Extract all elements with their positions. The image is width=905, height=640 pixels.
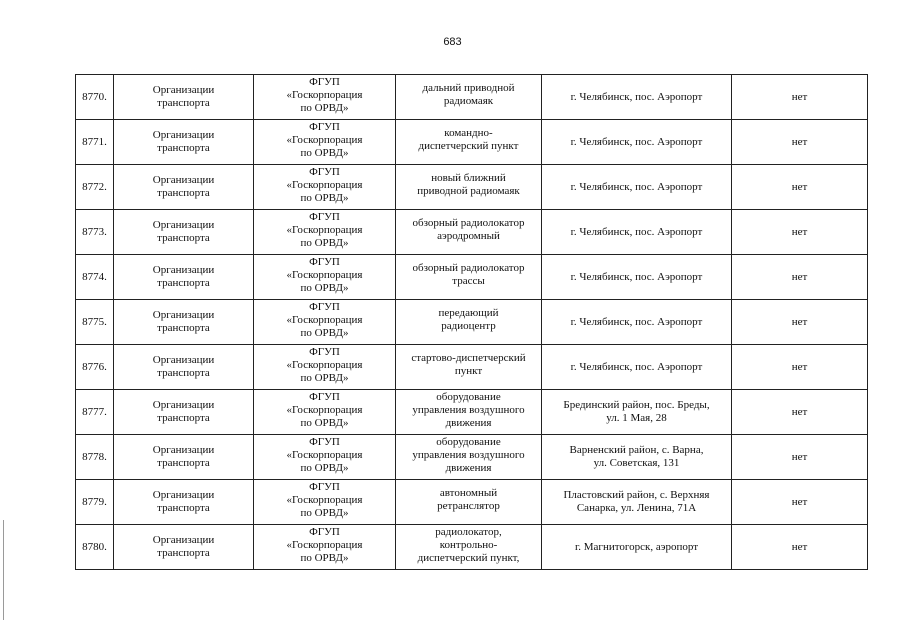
table-row	[76, 390, 868, 435]
owner-line: «Госкорпорация	[286, 178, 363, 191]
owner-line: ФГУП	[309, 345, 340, 358]
table-row	[76, 75, 868, 120]
owner-line: по ОРВД»	[300, 461, 349, 474]
location-line: Брединский район, пос. Бреды,	[563, 399, 710, 411]
category-cell	[114, 255, 254, 300]
row-number: 8773.	[82, 225, 107, 238]
owner-cell	[254, 210, 396, 255]
owner-line: «Госкорпорация	[286, 88, 363, 101]
owner-line: по ОРВД»	[300, 551, 349, 564]
owner-line: по ОРВД»	[300, 416, 349, 429]
location-line: Варненский район, с. Варна,	[569, 444, 704, 456]
owner-line: по ОРВД»	[300, 191, 349, 204]
owner-cell	[254, 525, 396, 570]
status-text: нет	[791, 405, 808, 418]
owner-cell	[254, 480, 396, 525]
row-number: 8780.	[82, 540, 107, 553]
category-cell	[114, 210, 254, 255]
owner-line: по ОРВД»	[300, 506, 349, 519]
row-number	[76, 435, 114, 480]
status-cell	[732, 345, 868, 390]
location-cell	[542, 210, 732, 255]
object-line: передающий	[438, 307, 499, 319]
category-cell	[114, 345, 254, 390]
row-number	[76, 255, 114, 300]
category-line: транспорта	[157, 367, 210, 379]
object-line: автономный	[439, 487, 498, 499]
object-line: ретранслятор	[437, 500, 500, 512]
owner-cell	[254, 120, 396, 165]
table-row	[76, 480, 868, 525]
object-line: командно-	[444, 127, 493, 139]
location-line: Пластовский район, с. Верхняя	[563, 489, 710, 501]
category-line: Организации	[152, 129, 215, 141]
status-text: нет	[791, 180, 808, 193]
status-text: нет	[791, 135, 808, 148]
location-line: г. Челябинск, пос. Аэропорт	[570, 90, 703, 103]
owner-cell	[254, 255, 396, 300]
row-number	[76, 165, 114, 210]
category-line: Организации	[152, 444, 215, 456]
status-cell	[732, 435, 868, 480]
table-row	[76, 525, 868, 570]
status-text: нет	[791, 360, 808, 373]
object-cell	[396, 120, 542, 165]
category-cell	[114, 435, 254, 480]
table-row	[76, 255, 868, 300]
location-cell	[542, 120, 732, 165]
status-text: нет	[791, 540, 808, 553]
category-line: Организации	[152, 264, 215, 276]
status-cell	[732, 390, 868, 435]
owner-line: «Госкорпорация	[286, 358, 363, 371]
object-cell	[396, 390, 542, 435]
object-cell	[396, 435, 542, 480]
category-cell	[114, 300, 254, 345]
status-text: нет	[791, 270, 808, 283]
category-cell	[114, 120, 254, 165]
object-line: оборудование	[436, 390, 501, 403]
owner-line: по ОРВД»	[300, 236, 349, 249]
location-cell	[542, 480, 732, 525]
category-line: транспорта	[157, 412, 210, 424]
object-line: движения	[445, 461, 492, 474]
status-cell	[732, 525, 868, 570]
owner-line: «Госкорпорация	[286, 538, 363, 551]
owner-cell	[254, 390, 396, 435]
owner-line: ФГУП	[309, 165, 340, 178]
owner-cell	[254, 75, 396, 120]
owner-line: ФГУП	[309, 210, 340, 223]
owner-line: ФГУП	[309, 525, 340, 538]
table-row	[76, 120, 868, 165]
location-cell	[542, 75, 732, 120]
category-line: транспорта	[157, 457, 210, 469]
object-cell	[396, 255, 542, 300]
table-row	[76, 210, 868, 255]
category-cell	[114, 165, 254, 210]
row-number: 8775.	[82, 315, 107, 328]
category-line: Организации	[152, 84, 215, 96]
row-number	[76, 390, 114, 435]
row-number	[76, 120, 114, 165]
row-number: 8772.	[82, 180, 107, 193]
category-line: Организации	[152, 309, 215, 321]
category-cell	[114, 525, 254, 570]
category-line: транспорта	[157, 277, 210, 289]
owner-cell	[254, 345, 396, 390]
location-line: г. Магнитогорск, аэропорт	[575, 540, 698, 553]
owner-cell	[254, 165, 396, 210]
row-number: 8770.	[82, 90, 107, 103]
location-cell	[542, 165, 732, 210]
owner-line: по ОРВД»	[300, 101, 349, 114]
object-line: управления воздушного	[412, 403, 525, 416]
category-cell	[114, 75, 254, 120]
location-line: ул. 1 Мая, 28	[606, 412, 667, 424]
row-number: 8778.	[82, 450, 107, 463]
status-text: нет	[791, 495, 808, 508]
scan-edge-line	[3, 520, 4, 620]
location-cell	[542, 345, 732, 390]
row-number	[76, 480, 114, 525]
owner-line: по ОРВД»	[300, 146, 349, 159]
location-cell	[542, 300, 732, 345]
category-line: Организации	[152, 354, 215, 366]
object-line: управления воздушного	[412, 448, 525, 461]
object-cell	[396, 345, 542, 390]
status-text: нет	[791, 90, 808, 103]
status-cell	[732, 165, 868, 210]
row-number: 8777.	[82, 405, 107, 418]
location-line: Санарка, ул. Ленина, 71А	[576, 502, 697, 514]
owner-line: ФГУП	[309, 300, 340, 313]
row-number	[76, 210, 114, 255]
row-number	[76, 525, 114, 570]
category-line: транспорта	[157, 232, 210, 244]
object-line: обзорный радиолокатор	[412, 262, 525, 274]
object-line: диспетчерский пункт,	[417, 551, 520, 564]
owner-cell	[254, 435, 396, 480]
object-line: радиомаяк	[443, 95, 494, 107]
category-line: транспорта	[157, 187, 210, 199]
location-line: ул. Советская, 131	[593, 457, 680, 469]
status-text: нет	[791, 450, 808, 463]
owner-line: ФГУП	[309, 120, 340, 133]
status-text: нет	[791, 315, 808, 328]
object-line: дальний приводной	[422, 82, 515, 94]
location-line: г. Челябинск, пос. Аэропорт	[570, 315, 703, 328]
owner-line: ФГУП	[309, 75, 340, 88]
object-cell	[396, 300, 542, 345]
object-line: движения	[445, 416, 492, 429]
row-number: 8779.	[82, 495, 107, 508]
status-text: нет	[791, 225, 808, 238]
owner-line: «Госкорпорация	[286, 268, 363, 281]
category-line: транспорта	[157, 322, 210, 334]
location-line: г. Челябинск, пос. Аэропорт	[570, 225, 703, 238]
status-cell	[732, 75, 868, 120]
owner-line: ФГУП	[309, 390, 340, 403]
table-row	[76, 345, 868, 390]
table-row	[76, 165, 868, 210]
object-line: диспетчерский пункт	[418, 140, 519, 152]
table-row	[76, 435, 868, 480]
page-number: 683	[443, 36, 462, 48]
object-line: обзорный радиолокатор	[412, 217, 525, 229]
category-line: Организации	[152, 489, 215, 501]
object-cell	[396, 165, 542, 210]
owner-line: «Госкорпорация	[286, 223, 363, 236]
location-line: г. Челябинск, пос. Аэропорт	[570, 180, 703, 193]
owner-line: по ОРВД»	[300, 326, 349, 339]
object-line: пункт	[454, 365, 483, 377]
row-number	[76, 75, 114, 120]
owner-line: по ОРВД»	[300, 281, 349, 294]
owner-cell	[254, 300, 396, 345]
row-number: 8774.	[82, 270, 107, 283]
object-line: аэродромный	[437, 230, 500, 242]
location-cell	[542, 255, 732, 300]
category-line: Организации	[152, 219, 215, 231]
object-line: контрольно-	[439, 538, 498, 551]
object-line: трассы	[452, 275, 485, 287]
owner-line: ФГУП	[309, 480, 340, 493]
status-cell	[732, 300, 868, 345]
object-cell	[396, 480, 542, 525]
location-cell	[542, 435, 732, 480]
row-number: 8776.	[82, 360, 107, 373]
category-line: транспорта	[157, 502, 210, 514]
registry-table	[75, 74, 868, 570]
object-cell	[396, 75, 542, 120]
row-number: 8771.	[82, 135, 107, 148]
location-line: г. Челябинск, пос. Аэропорт	[570, 360, 703, 373]
owner-line: «Госкорпорация	[286, 313, 363, 326]
owner-line: по ОРВД»	[300, 371, 349, 384]
status-cell	[732, 255, 868, 300]
object-cell	[396, 210, 542, 255]
row-number	[76, 300, 114, 345]
category-line: Организации	[152, 534, 215, 546]
status-cell	[732, 480, 868, 525]
status-cell	[732, 210, 868, 255]
owner-line: «Госкорпорация	[286, 133, 363, 146]
object-cell	[396, 525, 542, 570]
table-row	[76, 300, 868, 345]
object-line: радиоцентр	[441, 320, 496, 332]
owner-line: «Госкорпорация	[286, 493, 363, 506]
location-line: г. Челябинск, пос. Аэропорт	[570, 135, 703, 148]
category-line: транспорта	[157, 142, 210, 154]
object-line: новый ближний	[431, 172, 506, 184]
location-line: г. Челябинск, пос. Аэропорт	[570, 270, 703, 283]
object-line: приводной радиомаяк	[417, 185, 520, 197]
category-line: транспорта	[157, 547, 210, 559]
owner-line: «Госкорпорация	[286, 403, 363, 416]
object-line: стартово-диспетчерский	[411, 352, 526, 364]
object-line: оборудование	[436, 435, 501, 448]
location-cell	[542, 390, 732, 435]
category-line: Организации	[152, 399, 215, 411]
owner-line: «Госкорпорация	[286, 448, 363, 461]
owner-line: ФГУП	[309, 255, 340, 268]
object-line: радиолокатор,	[435, 525, 502, 538]
category-line: транспорта	[157, 97, 210, 109]
status-cell	[732, 120, 868, 165]
row-number	[76, 345, 114, 390]
location-cell	[542, 525, 732, 570]
owner-line: ФГУП	[309, 435, 340, 448]
registry-table-body	[76, 75, 868, 570]
category-cell	[114, 480, 254, 525]
category-line: Организации	[152, 174, 215, 186]
category-cell	[114, 390, 254, 435]
